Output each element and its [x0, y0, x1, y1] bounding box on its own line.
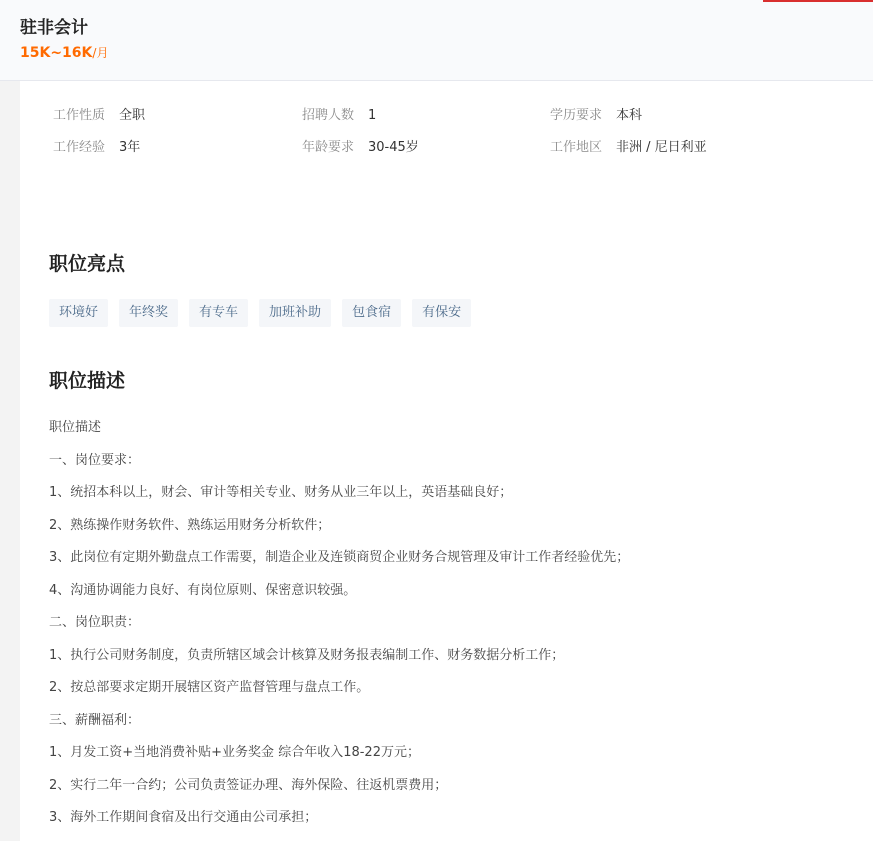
info-value: 本科 [616, 108, 643, 123]
highlight-tag: 有保安 [412, 299, 471, 327]
description-line: 3、海外工作期间食宿及出行交通由公司承担； [49, 810, 318, 825]
description-line: 三、薪酬福利： [49, 712, 141, 728]
job-header [0, 0, 873, 81]
info-label: 学历要求 [550, 108, 603, 123]
description-line: 4、沟通协调能力良好、有岗位原则、保密意识较强。 [49, 582, 357, 598]
description-line: 一、岗位要求： [49, 452, 141, 468]
left-gutter [0, 81, 20, 841]
info-value: 全职 [119, 108, 146, 123]
salary-amount: 15K~16K [20, 45, 93, 61]
description-line: 1、执行公司财务制度，负责所辖区域会计核算及财务报表编制工作、财务数据分析工作； [49, 647, 565, 663]
salary-unit: /月 [92, 46, 109, 60]
info-value: 非洲 / 尼日利亚 [616, 140, 707, 155]
accent-line [763, 0, 873, 2]
description-line: 职位描述 [49, 420, 102, 435]
info-label: 招聘人数 [302, 108, 355, 123]
info-label: 工作经验 [53, 140, 106, 155]
description-title: 职位描述 [49, 370, 126, 392]
job-description [49, 418, 849, 841]
highlight-tag: 包食宿 [342, 299, 401, 327]
salary [20, 44, 108, 61]
info-item-job-type [53, 106, 145, 126]
description-line: 1、月发工资+当地消费补贴+业务奖金 综合年收入18-22万元； [49, 745, 420, 760]
info-item-education [550, 106, 642, 126]
description-line: 2、实行二年一合约；公司负责签证办理、海外保险、往返机票费用； [49, 777, 448, 793]
highlights-title: 职位亮点 [49, 253, 126, 275]
info-value: 3年 [119, 140, 141, 155]
info-value: 30-45岁 [368, 140, 419, 155]
info-item-headcount [302, 106, 376, 126]
description-line: 1、统招本科以上，财会、审计等相关专业、财务从业三年以上，英语基础良好； [49, 485, 513, 500]
info-label: 年龄要求 [302, 140, 355, 155]
info-item-age [302, 138, 419, 158]
info-value: 1 [368, 108, 377, 123]
highlight-tags [49, 299, 482, 327]
info-item-experience [53, 138, 140, 158]
highlight-tag: 年终奖 [119, 299, 178, 327]
job-title: 驻非会计 [20, 18, 88, 38]
highlight-tag: 环境好 [49, 299, 108, 327]
highlight-tag: 加班补助 [259, 299, 331, 327]
info-row [53, 106, 813, 138]
info-label: 工作性质 [53, 108, 106, 123]
description-line: 二、岗位职责： [49, 615, 141, 630]
description-line: 2、按总部要求定期开展辖区资产监督管理与盘点工作。 [49, 680, 370, 695]
description-line: 3、此岗位有定期外勤盘点工作需要，制造企业及连锁商贸企业财务合规管理及审计工作者经验优先； [49, 550, 630, 565]
job-info-grid [53, 106, 813, 170]
info-row [53, 138, 813, 170]
description-line: 2、熟练操作财务软件、熟练运用财务分析软件； [49, 517, 331, 533]
highlight-tag: 有专车 [189, 299, 248, 327]
info-item-location [550, 138, 707, 158]
info-label: 工作地区 [550, 140, 603, 155]
